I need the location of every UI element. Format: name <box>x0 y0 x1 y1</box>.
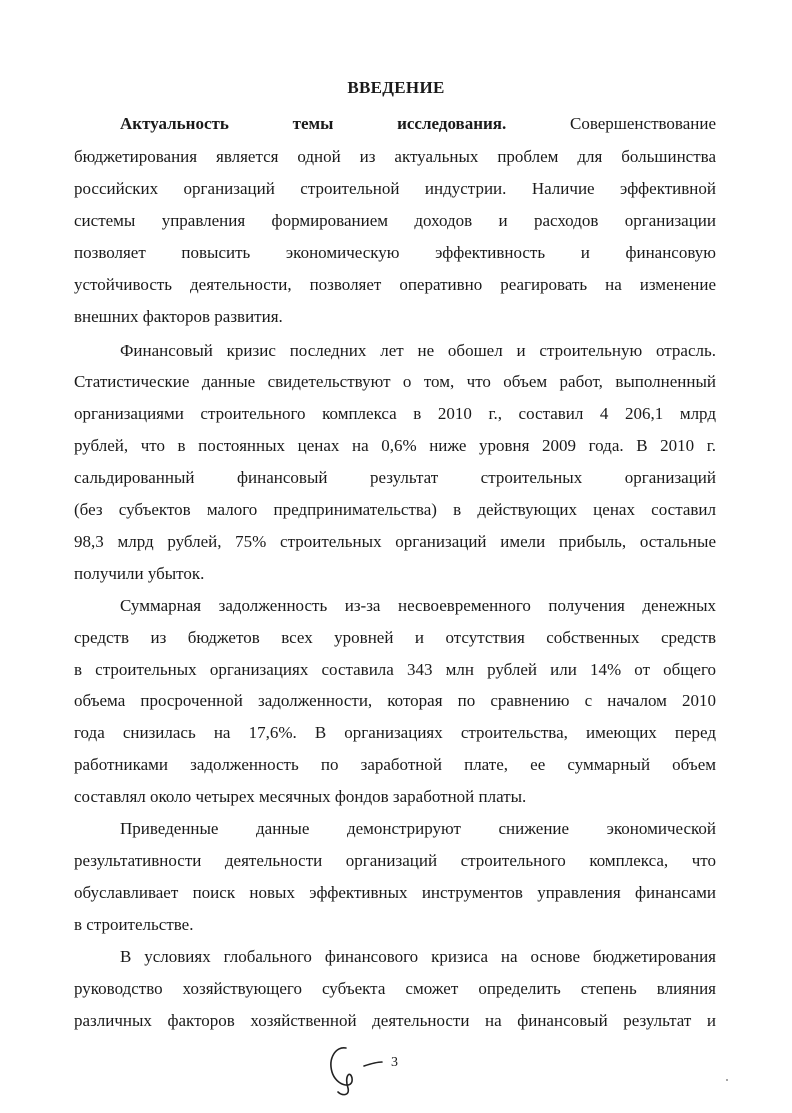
text-line: различных факторов хозяйственной деятельности на финансовый результат и <box>74 1011 716 1030</box>
text-line: системы управления формированием доходов и расходов организации <box>74 211 716 230</box>
text-line: Финансовый кризис последних лет не обошел и строительную отрасль. <box>120 341 716 360</box>
intro-rest-text: Совершенствование <box>569 114 716 133</box>
text-line: В условиях глобального финансового кризиса на основе бюджетирования <box>120 947 716 966</box>
intro-first-line <box>120 112 716 136</box>
text-line: года снизилась на 17,6%. В организациях строительства, имеющих перед <box>74 723 716 742</box>
text-line: сальдированный финансовый результат строительных организаций <box>74 468 716 487</box>
text-line: Статистические данные свидетельствуют о том, что объем работ, выполненный <box>74 372 716 391</box>
text-line: (без субъектов малого предпринимательства) в действующих ценах составил <box>74 500 716 519</box>
text-line: Суммарная задолженность из-за несвоевременного получения денежных <box>120 596 716 615</box>
text-line: получили убыток. <box>74 564 205 583</box>
intro-bold-word: темы <box>292 114 334 133</box>
text-line: бюджетирования является одной из актуальных проблем для большинства <box>74 147 716 166</box>
text-line: составлял около четырех месячных фондов заработной платы. <box>74 787 527 806</box>
text-line: Приведенные данные демонстрируют снижение экономической <box>120 819 716 838</box>
page-title: ВВЕДЕНИЕ <box>347 78 445 97</box>
text-line: российских организаций строительной индустрии. Наличие эффективной <box>74 179 716 198</box>
text-line: 98,3 млрд рублей, 75% строительных организаций имели прибыль, остальные <box>74 532 716 551</box>
text-line: в строительных организациях составила 343 млн рублей или 14% от общего <box>74 660 716 679</box>
text-line: объема просроченной задолженности, которая по сравнению с началом 2010 <box>74 691 716 710</box>
text-line: результативности деятельности организаций строительного комплекса, что <box>74 851 716 870</box>
text-line: работниками задолженность по заработной плате, ее суммарный объем <box>74 755 716 774</box>
text-line: в строительстве. <box>74 915 194 934</box>
page-number: 3 <box>391 1055 398 1070</box>
text-line: позволяет повысить экономическую эффективность и финансовую <box>74 243 716 262</box>
text-line: рублей, что в постоянных ценах на 0,6% ниже уровня 2009 года. В 2010 г. <box>74 436 716 455</box>
text-line: обуславливает поиск новых эффективных инструментов управления финансами <box>74 883 716 902</box>
handwritten-signature <box>324 1042 388 1098</box>
text-line: средств из бюджетов всех уровней и отсутствия собственных средств <box>74 628 716 647</box>
text-line: организациями строительного комплекса в 2010 г., составил 4 206,1 млрд <box>74 404 716 423</box>
text-line: руководство хозяйствующего субъекта сможет определить степень влияния <box>74 979 716 998</box>
intro-bold-word: исследования. <box>397 114 507 133</box>
intro-bold-word: Актуальность <box>120 114 229 133</box>
text-line: внешних факторов развития. <box>74 307 283 326</box>
scan-speck <box>726 1079 728 1081</box>
text-line: устойчивость деятельности, позволяет оперативно реагировать на изменение <box>74 275 716 294</box>
